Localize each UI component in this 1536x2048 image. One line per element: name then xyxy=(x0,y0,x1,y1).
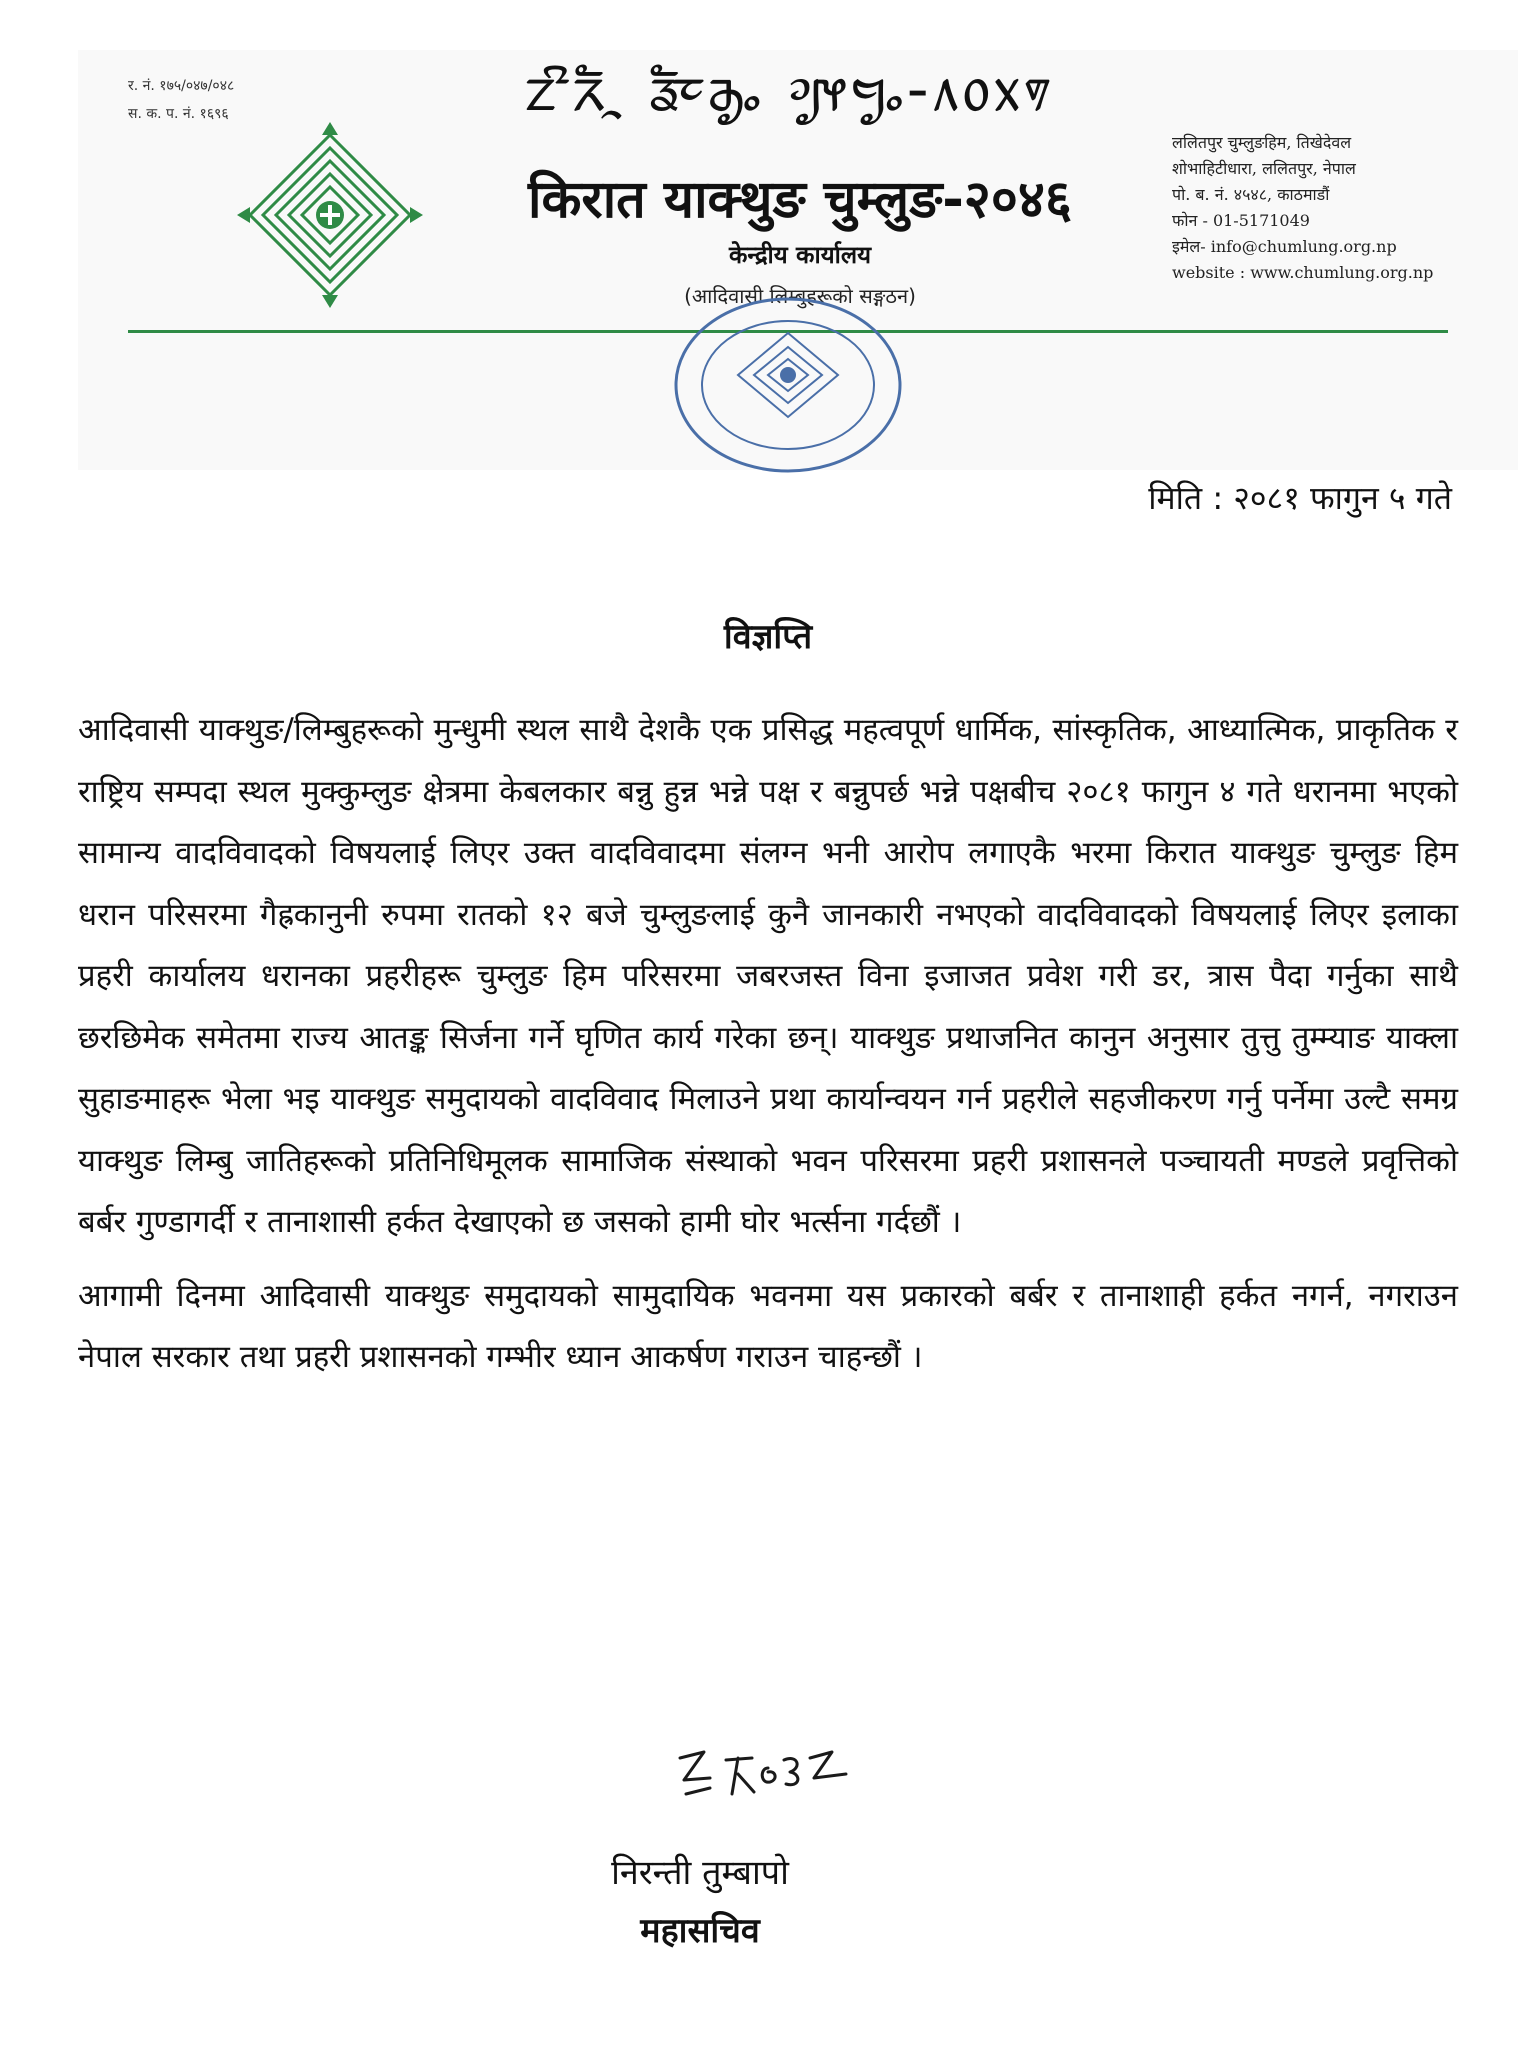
organization-logo-icon xyxy=(235,120,425,310)
limbu-script-title: ᤁᤡᤖᤠᤳ ᤕᤠᤰᤌᤢᤱ ᤆᤢᤶᤗᤢᤱ-᥈᥆᥊᥏ xyxy=(525,52,1055,126)
contact-line: ललितपुर चुम्लुङहिम, तिखेदेवल xyxy=(1172,133,1352,152)
contact-website: website : www.chumlung.org.np xyxy=(1172,263,1434,282)
organization-subtitle: (आदिवासी लिम्बुहरूको सङ्गठन) xyxy=(684,284,916,308)
organization-name: किरात याक्थुङ चुम्लुङ-२०४६ xyxy=(528,170,1072,230)
letter-date: मिति : २०८१ फागुन ५ गते xyxy=(1148,479,1452,517)
office-name: केन्द्रीय कार्यालय xyxy=(728,241,872,269)
contact-line: शोभाहिटीधारा, ललितपुर, नेपाल xyxy=(1172,159,1356,178)
registration-line: र. नं. १७५/०४७/०४८ xyxy=(128,78,235,94)
signatory-name: निरन्ती तुम्बापो xyxy=(611,1853,789,1893)
body-paragraph: आदिवासी याक्थुङ/लिम्बुहरूको मुन्धुमी स्थल साथै देशकै एक प्रसिद्ध महत्वपूर्ण धार्मिक, सांस्कृतिक, आध्यात्मिक, प्राकृतिक र राष्ट्रिय सम्पदा स्थल मुक्कुम्लुङ क्षेत्रमा केबलकार बन्नु हुन्न भन्ने पक्ष र बन्नुपर्छ भन्ने पक्षबीच २०८१ फागुन ४ गते धरानमा भएको सामान्य वादविवादको विषयलाई लिएर उक्त वादविवादमा संलग्न भनी आरोप लगाएकै भरमा किरात याक्थुङ चुम्लुङ हिम धरान परिसरमा गैह्रकानुनी रुपमा रातको १२ बजे चुम्लुङलाई कुनै जानकारी नभएको वादविवादको विषयलाई लिएर इलाका प्रहरी कार्यालय धरानका प्रहरीहरू चुम्लुङ हिम परिसरमा जबरजस्त विना इजाजत प्रवेश गरी डर, त्रास पैदा गर्नुका साथै छरछिमेक समेतमा राज्य आतङ्क सिर्जना गर्ने घृणित कार्य गरेका छन्। याक्थुङ प्रथाजनित कानुन अनुसार तुत्तु तुम्म्याङ याक्ला सुहाङमाहरू भेला भइ याक्थुङ समुदायको वादविवाद मिलाउने प्रथा कार्यान्वयन गर्न प्रहरीले सहजीकरण गर्नु पर्नेमा उल्टै समग्र याक्थुङ लिम्बु जातिहरूको प्रतिनिधिमूलक सामाजिक संस्थाको भवन परिसरमा प्रहरी प्रशासनले पञ्चायती मण्डले प्रवृत्तिको बर्बर गुण्डागर्दी र तानाशासी हर्कत देखाएको छ जसको हामी घोर भर्त्सना गर्दछौं । xyxy=(78,712,1458,1240)
notice-title: विज्ञप्ति xyxy=(723,617,813,657)
contact-line: पो. ब. नं. ४५४८, काठमाडौं xyxy=(1172,185,1330,204)
office-stamp-icon xyxy=(668,295,908,475)
registration-numbers xyxy=(128,72,234,128)
contact-block xyxy=(1172,130,1433,286)
contact-line: फोन - 01-5171049 xyxy=(1172,211,1310,230)
body-paragraph: आगामी दिनमा आदिवासी याक्थुङ समुदायको सामुदायिक भवनमा यस प्रकारको बर्बर र तानाशाही हर्कत नगर्न, नगराउन नेपाल सरकार तथा प्रहरी प्रशासनको गम्भीर ध्यान आकर्षण गराउन चाहन्छौं । xyxy=(78,1277,1458,1375)
signature-icon xyxy=(660,1738,880,1818)
notice-body xyxy=(78,700,1458,1401)
signatory-position: महासचिव xyxy=(640,1911,760,1951)
registration-line: स. क. प. नं. १६९६ xyxy=(128,106,229,122)
contact-email: इमेल- info@chumlung.org.np xyxy=(1172,237,1397,256)
